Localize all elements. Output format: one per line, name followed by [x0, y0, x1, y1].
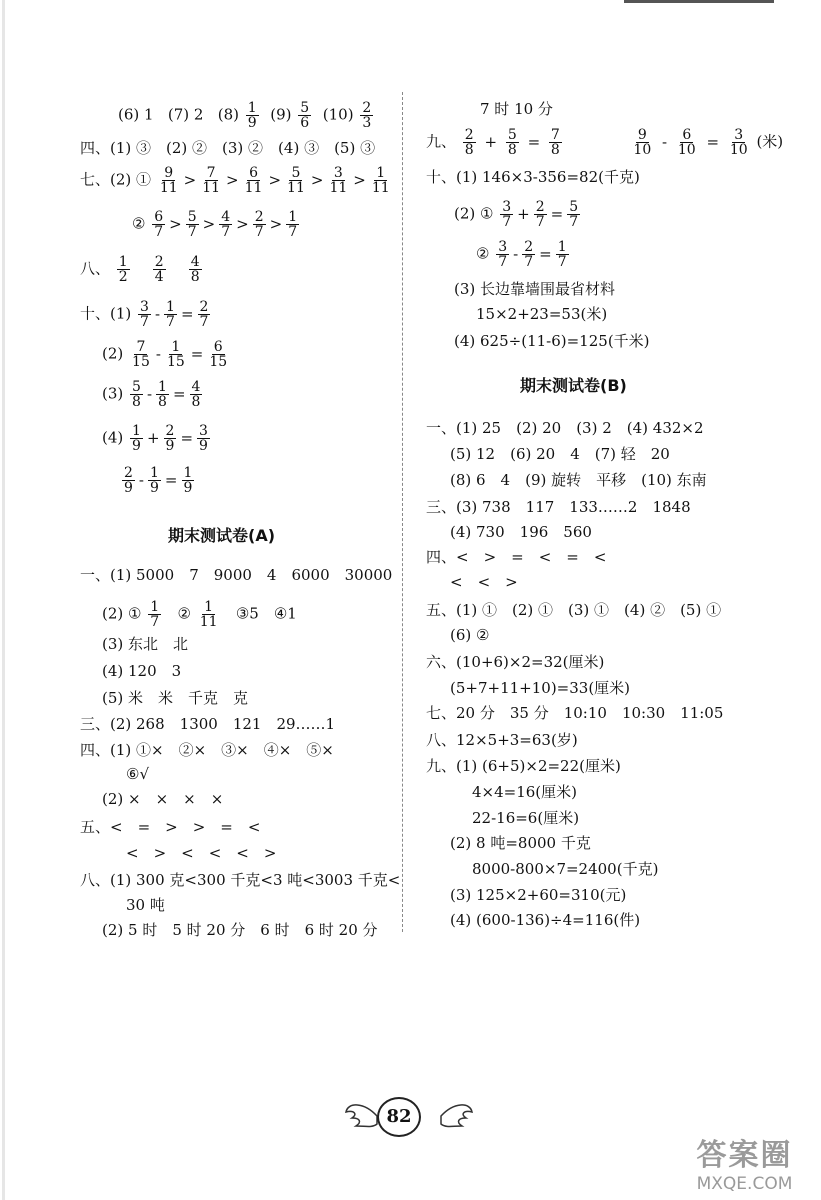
answer-line-b19: (3) 125×2+60=310(元) [450, 886, 627, 904]
answer-line-l1: (6) 1 (7) 2 (8) $\frac{1}{9}$ (9) $\frac{5}{6}$ (10) $\frac{2}{3}$ [118, 100, 372, 131]
fraction: $\frac{2}{4}$ [154, 254, 164, 285]
answer-line-r6: (3) 长边靠墙围最省材料 [454, 280, 616, 298]
fraction: $\frac{7}{11}$ [202, 165, 221, 196]
answer-line-l8: (3) $\frac{5}{8}$ - $\frac{1}{8}$ = $\frac{4}{8}$ [102, 379, 201, 410]
fraction: $\frac{2}{9}$ [165, 423, 175, 454]
answer-line-a6: 三、(2) 268 1300 121 29……1 [80, 715, 336, 733]
answer-line-b6: 四、< > = < = < [426, 548, 607, 566]
answer-line-a1: 一、(1) 5000 7 9000 4 6000 30000 [80, 566, 393, 584]
answer-line-b1: 一、(1) 25 (2) 20 (3) 2 (4) 432×2 [426, 419, 704, 437]
fraction: $\frac{2}{9}$ [124, 465, 133, 496]
answer-line-a12: 八、(1) 300 克<300 千克<3 吨<3003 千克< [80, 871, 401, 889]
answer-line-b9: (6) ② [450, 626, 490, 644]
answer-line-l7: (2) $\frac{7}{15}$ - $\frac{1}{15}$ = $\frac{6}{15}$ [102, 339, 228, 370]
fraction: $\frac{1}{7}$ [557, 239, 567, 270]
answer-line-a10: 五、< = > > = < [80, 818, 261, 836]
answer-line-b18: 8000-800×7=2400(千克) [472, 860, 659, 878]
top-rule [624, 0, 774, 3]
answer-line-b5: (4) 730 196 560 [450, 523, 592, 541]
fraction: $\frac{5}{7}$ [187, 209, 197, 240]
fraction: $\frac{1}{2}$ [118, 254, 128, 285]
column-divider [402, 92, 403, 932]
fraction: $\frac{1}{9}$ [150, 465, 159, 496]
fraction: $\frac{2}{3}$ [362, 100, 372, 131]
answer-line-l5: 八、 $\frac{1}{2}$ $\frac{2}{4}$ $\frac{4}{8}$ [80, 254, 200, 285]
answer-line-l10: $\frac{2}{9}$ - $\frac{1}{9}$ = $\frac{1}{9}$ [124, 465, 193, 496]
fraction: $\frac{9}{10}$ [633, 127, 652, 158]
fraction: $\frac{2}{8}$ [464, 127, 474, 158]
fraction: $\frac{7}{15}$ [132, 339, 150, 370]
answer-line-a5: (5) 米 米 千克 克 [102, 689, 249, 707]
fraction: $\frac{4}{7}$ [221, 209, 231, 240]
fraction: $\frac{3}{9}$ [199, 423, 208, 454]
page-number: 82 [377, 1097, 421, 1137]
fraction: $\frac{2}{7}$ [254, 209, 264, 240]
answer-line-a2: (2) ① $\frac{1}{7}$ ② $\frac{1}{11}$ ③5 ④1 [102, 599, 297, 630]
fraction: $\frac{5}{8}$ [507, 127, 517, 158]
answer-line-b13: 八、12×5+3=63(岁) [426, 731, 578, 749]
answer-line-a8: ⑥√ [126, 765, 150, 783]
fraction: $\frac{4}{8}$ [190, 254, 200, 285]
fraction: $\frac{6}{11}$ [244, 165, 263, 196]
answer-line-b8: 五、(1) ① (2) ① (3) ① (4) ② (5) ① [426, 601, 722, 619]
watermark-url: MXQE.COM [696, 1174, 793, 1194]
fraction: $\frac{2}{7}$ [535, 199, 545, 230]
fraction: $\frac{7}{8}$ [550, 127, 560, 158]
answer-line-a9: (2) × × × × [102, 790, 224, 808]
answer-line-a11: < > < < < > [126, 844, 277, 862]
fraction: $\frac{1}{15}$ [166, 339, 185, 370]
fraction: $\frac{1}{7}$ [288, 209, 298, 240]
answer-line-b7: < < > [450, 573, 518, 591]
section-heading-a: 期末测试卷(A) [168, 526, 276, 545]
answer-line-a3: (3) 东北 北 [102, 635, 189, 653]
fraction-chain: $\frac{6}{7}$ > $\frac{5}{7}$ > $\frac{4}{7}$ > $\frac{2}{7}$ > $\frac{1}{7}$ [154, 209, 298, 240]
answer-line-b14: 九、(1) (6+5)×2=22(厘米) [426, 757, 621, 775]
answer-line-r3: 十、(1) 146×3-356=82(千克) [426, 168, 640, 186]
fraction: $\frac{3}{11}$ [329, 165, 348, 196]
page-edge [2, 0, 5, 1200]
answer-line-b10: 六、(10+6)×2=32(厘米) [426, 653, 605, 671]
answer-line-l3: 七、(2) ① $\frac{9}{11}$ > $\frac{7}{11}$ > $\frac{6}{11}$ > $\frac{5}{11}$ > $\frac{3}{11}$ > $\frac{1}{11}$ [80, 166, 394, 195]
answer-line-a13: 30 吨 [126, 896, 165, 914]
fraction: $\frac{2}{7}$ [199, 299, 209, 330]
answer-line-a4: (4) 120 3 [102, 662, 182, 680]
answer-line-r2: 九、 $\frac{2}{8}$ + $\frac{5}{8}$ = $\frac{7}{8}$ $\frac{9}{10}$ - $\frac{6}{10}$ = $\frac{3}{10}$ (米) [426, 127, 784, 158]
fraction-chain: $\frac{9}{11}$ > $\frac{7}{11}$ > $\frac{6}{11}$ > $\frac{5}{11}$ > $\frac{3}{11}$ > $\frac{1}{11}$ [159, 165, 390, 196]
fraction: $\frac{3}{10}$ [729, 127, 748, 158]
answer-line-r5: ② $\frac{3}{7}$ - $\frac{2}{7}$ = $\frac{1}{7}$ [476, 239, 567, 270]
answer-line-b3: (8) 6 4 (9) 旋转 平移 (10) 东南 [450, 471, 707, 489]
answer-line-l4: ② $\frac{6}{7}$ > $\frac{5}{7}$ > $\frac{4}{7}$ > $\frac{2}{7}$ > $\frac{1}{7}$ [132, 210, 301, 239]
fraction: $\frac{5}{7}$ [569, 199, 579, 230]
answer-line-b4: 三、(3) 738 117 133……2 1848 [426, 498, 691, 516]
answer-line-b17: (2) 8 吨=8000 千克 [450, 834, 591, 852]
fraction: $\frac{3}{7}$ [140, 299, 149, 330]
fraction: $\frac{1}{9}$ [132, 423, 141, 454]
fraction: $\frac{6}{15}$ [209, 339, 228, 370]
fraction: $\frac{5}{8}$ [132, 379, 141, 410]
fraction: $\frac{9}{11}$ [159, 165, 178, 196]
answer-line-r7: 15×2+23=53(米) [476, 305, 608, 323]
answer-line-b20: (4) (600-136)÷4=116(件) [450, 911, 641, 929]
fraction: $\frac{4}{8}$ [191, 379, 201, 410]
fraction: $\frac{5}{11}$ [287, 165, 305, 196]
answer-line-b16: 22-16=6(厘米) [472, 809, 580, 827]
section-heading-b: 期末测试卷(B) [520, 376, 627, 395]
watermark-logo-text: 答案圈 [696, 1138, 793, 1173]
fraction: $\frac{3}{7}$ [498, 239, 508, 270]
answer-line-l6: 十、(1) $\frac{3}{7}$ - $\frac{1}{7}$ = $\frac{2}{7}$ [80, 299, 209, 330]
fraction: $\frac{5}{6}$ [300, 100, 310, 131]
answer-line-b12: 七、20 分 35 分 10:10 10:30 11:05 [426, 704, 724, 722]
fraction: $\frac{3}{7}$ [502, 199, 512, 230]
fraction: $\frac{1}{9}$ [247, 100, 257, 131]
fraction: $\frac{1}{7}$ [150, 599, 160, 630]
fraction: $\frac{1}{11}$ [371, 165, 390, 196]
fraction: $\frac{1}{8}$ [158, 379, 167, 410]
answer-line-l2: 四、(1) ③ (2) ② (3) ② (4) ③ (5) ③ [80, 139, 376, 157]
answer-line-b2: (5) 12 (6) 20 4 (7) 轻 20 [450, 445, 670, 463]
fraction: $\frac{1}{11}$ [199, 599, 218, 630]
answer-line-r8: (4) 625÷(11-6)=125(千米) [454, 332, 650, 350]
answer-line-b11: (5+7+11+10)=33(厘米) [450, 679, 631, 697]
fraction: $\frac{6}{7}$ [154, 209, 164, 240]
answer-line-b15: 4×4=16(厘米) [472, 783, 578, 801]
answer-line-r1: 7 时 10 分 [480, 100, 553, 118]
answer-line-l9: (4) $\frac{1}{9}$ + $\frac{2}{9}$ = $\frac{3}{9}$ [102, 423, 208, 454]
fraction: $\frac{1}{7}$ [166, 299, 175, 330]
answer-line-a7: 四、(1) ①× ②× ③× ④× ⑤× [80, 741, 334, 759]
fraction: $\frac{1}{9}$ [183, 465, 193, 496]
answer-line-r4: (2) ① $\frac{3}{7}$ + $\frac{2}{7}$ = $\frac{5}{7}$ [454, 199, 579, 230]
site-watermark [672, 1138, 817, 1198]
answer-line-a14: (2) 5 时 5 时 20 分 6 时 6 时 20 分 [102, 921, 378, 939]
fraction: $\frac{6}{10}$ [677, 127, 696, 158]
fraction: $\frac{2}{7}$ [524, 239, 534, 270]
